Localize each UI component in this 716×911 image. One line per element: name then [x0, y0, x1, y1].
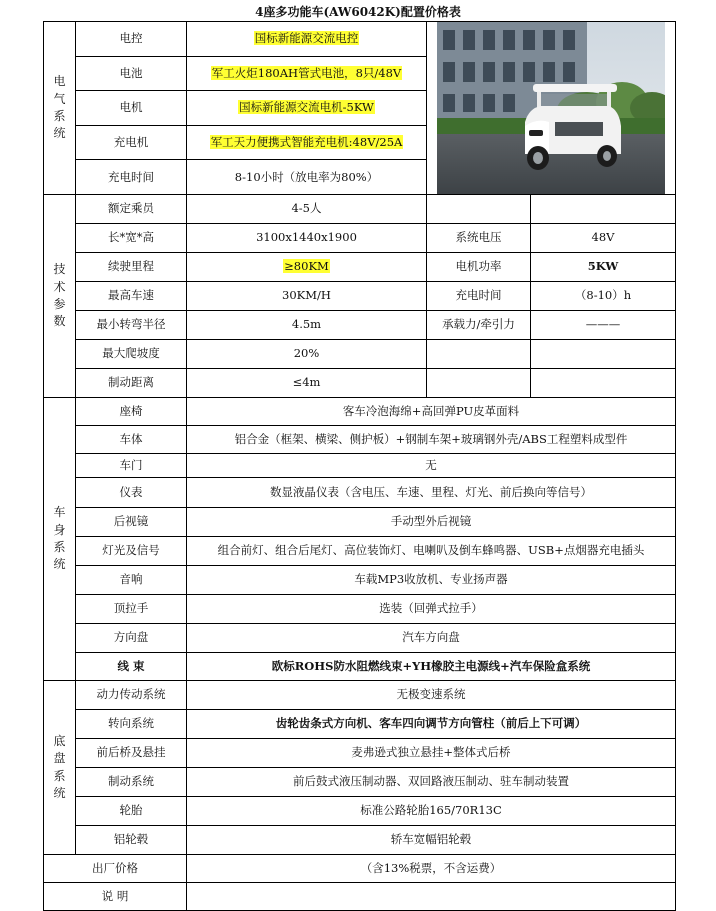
row-value: ———	[531, 311, 676, 340]
row-label: 最大爬坡度	[76, 340, 187, 369]
row-value: 国标新能源交流电控	[187, 22, 427, 57]
table-row	[44, 681, 676, 710]
row-label: 充电时间	[76, 160, 187, 195]
row-label: 灯光及信号	[76, 537, 187, 566]
row-label: 方向盘	[76, 624, 187, 653]
table-row	[44, 454, 676, 478]
table-row	[44, 340, 676, 369]
table-row	[44, 508, 676, 537]
row-label: 长*宽*高	[76, 224, 187, 253]
table-row	[44, 426, 676, 454]
row-label: 车体	[76, 426, 187, 454]
row-value: ≥80KM	[187, 253, 427, 282]
price-label: 出厂价格	[44, 855, 187, 883]
table-row	[44, 224, 676, 253]
table-row	[44, 624, 676, 653]
table-row	[44, 398, 676, 426]
row-value: 麦弗逊式独立悬挂+整体式后桥	[187, 739, 676, 768]
row-label: 最小转弯半径	[76, 311, 187, 340]
row-label: 转向系统	[76, 710, 187, 739]
row-label: 电机	[76, 91, 187, 126]
table-row	[44, 739, 676, 768]
table-row	[44, 22, 676, 57]
row-label: 制动系统	[76, 768, 187, 797]
section-chassis: 底盘系统	[44, 681, 76, 855]
table-row	[44, 311, 676, 340]
row-label: 电机功率	[427, 253, 531, 282]
row-value: 4-5人	[187, 195, 427, 224]
vehicle-photo	[427, 22, 676, 195]
table-row	[44, 537, 676, 566]
row-value: 无	[187, 454, 676, 478]
row-value: （8-10）h	[531, 282, 676, 311]
row-value: 3100x1440x1900	[187, 224, 427, 253]
row-label: 车门	[76, 454, 187, 478]
spec-table	[43, 21, 676, 911]
row-label: 动力传动系统	[76, 681, 187, 710]
row-label: 铝轮毂	[76, 826, 187, 855]
row-value: 手动型外后视镜	[187, 508, 676, 537]
row-empty	[427, 340, 531, 369]
table-row	[44, 595, 676, 624]
price-value: （含13%税票，不含运费）	[187, 855, 676, 883]
table-row	[44, 710, 676, 739]
row-value: 军工天力便携式智能充电机:48V/25A	[187, 125, 427, 160]
row-label: 线 束	[76, 653, 187, 681]
row-label: 承载力/牵引力	[427, 311, 531, 340]
row-value: 数显液晶仪表（含电压、车速、里程、灯光、前后换向等信号）	[187, 478, 676, 508]
row-value: 30KM/H	[187, 282, 427, 311]
table-row	[44, 282, 676, 311]
row-value: 4.5m	[187, 311, 427, 340]
row-label: 充电时间	[427, 282, 531, 311]
table-row	[44, 768, 676, 797]
row-label: 最高车速	[76, 282, 187, 311]
row-label: 音响	[76, 566, 187, 595]
row-label: 前后桥及悬挂	[76, 739, 187, 768]
table-row	[44, 566, 676, 595]
row-label: 轮胎	[76, 797, 187, 826]
row-label: 顶拉手	[76, 595, 187, 624]
row-value: 标准公路轮胎165/70R13C	[187, 797, 676, 826]
car-photo-icon	[437, 22, 665, 194]
row-value: 48V	[531, 224, 676, 253]
row-label: 座椅	[76, 398, 187, 426]
table-row	[44, 883, 676, 911]
notes-value	[187, 883, 676, 911]
row-empty	[427, 369, 531, 398]
page-title: 4座多功能车(AW6042K)配置价格表	[255, 5, 461, 19]
row-value: 8-10小时（放电率为80%）	[187, 160, 427, 195]
row-value: 5KW	[531, 253, 676, 282]
row-value: 组合前灯、组合后尾灯、高位装饰灯、电喇叭及倒车蜂鸣器、USB+点烟器充电插头	[187, 537, 676, 566]
table-row	[44, 195, 676, 224]
row-empty	[531, 369, 676, 398]
row-label: 电池	[76, 56, 187, 91]
row-value: 国标新能源交流电机-5KW	[187, 91, 427, 126]
row-value: 军工火炬180AH管式电池，8只/48V	[187, 56, 427, 91]
row-label: 后视镜	[76, 508, 187, 537]
notes-label: 说 明	[44, 883, 187, 911]
table-row	[44, 253, 676, 282]
row-value: 客车冷泡海绵+高回弹PU皮革面料	[187, 398, 676, 426]
row-label: 充电机	[76, 125, 187, 160]
row-value: 欧标ROHS防水阻燃线束+YH橡胶主电源线+汽车保险盒系统	[187, 653, 676, 681]
row-empty	[531, 195, 676, 224]
table-row	[44, 826, 676, 855]
row-label: 系统电压	[427, 224, 531, 253]
table-row	[44, 478, 676, 508]
section-technical: 技术参数	[44, 195, 76, 398]
row-value: 铝合金（框架、横梁、侧护板）+钢制车架+玻璃钢外壳/ABS工程塑料成型件	[187, 426, 676, 454]
row-label: 仪表	[76, 478, 187, 508]
row-empty	[427, 195, 531, 224]
row-value: 选装（回弹式拉手）	[187, 595, 676, 624]
row-value: ≤4m	[187, 369, 427, 398]
section-electrical: 电气系统	[44, 22, 76, 195]
row-empty	[531, 340, 676, 369]
row-label: 额定乘员	[76, 195, 187, 224]
row-value: 汽车方向盘	[187, 624, 676, 653]
row-value: 无极变速系统	[187, 681, 676, 710]
row-label: 电控	[76, 22, 187, 57]
section-body: 车身系统	[44, 398, 76, 681]
row-value: 齿轮齿条式方向机、客车四向调节方向管柱（前后上下可调）	[187, 710, 676, 739]
table-row	[44, 653, 676, 681]
row-value: 车载MP3收放机、专业扬声器	[187, 566, 676, 595]
table-row	[44, 369, 676, 398]
row-value: 20%	[187, 340, 427, 369]
row-value: 前后鼓式液压制动器、双回路液压制动、驻车制动装置	[187, 768, 676, 797]
row-label: 续驶里程	[76, 253, 187, 282]
row-label: 制动距离	[76, 369, 187, 398]
row-value: 轿车宽幅铝轮毂	[187, 826, 676, 855]
table-row	[44, 797, 676, 826]
table-row	[44, 855, 676, 883]
